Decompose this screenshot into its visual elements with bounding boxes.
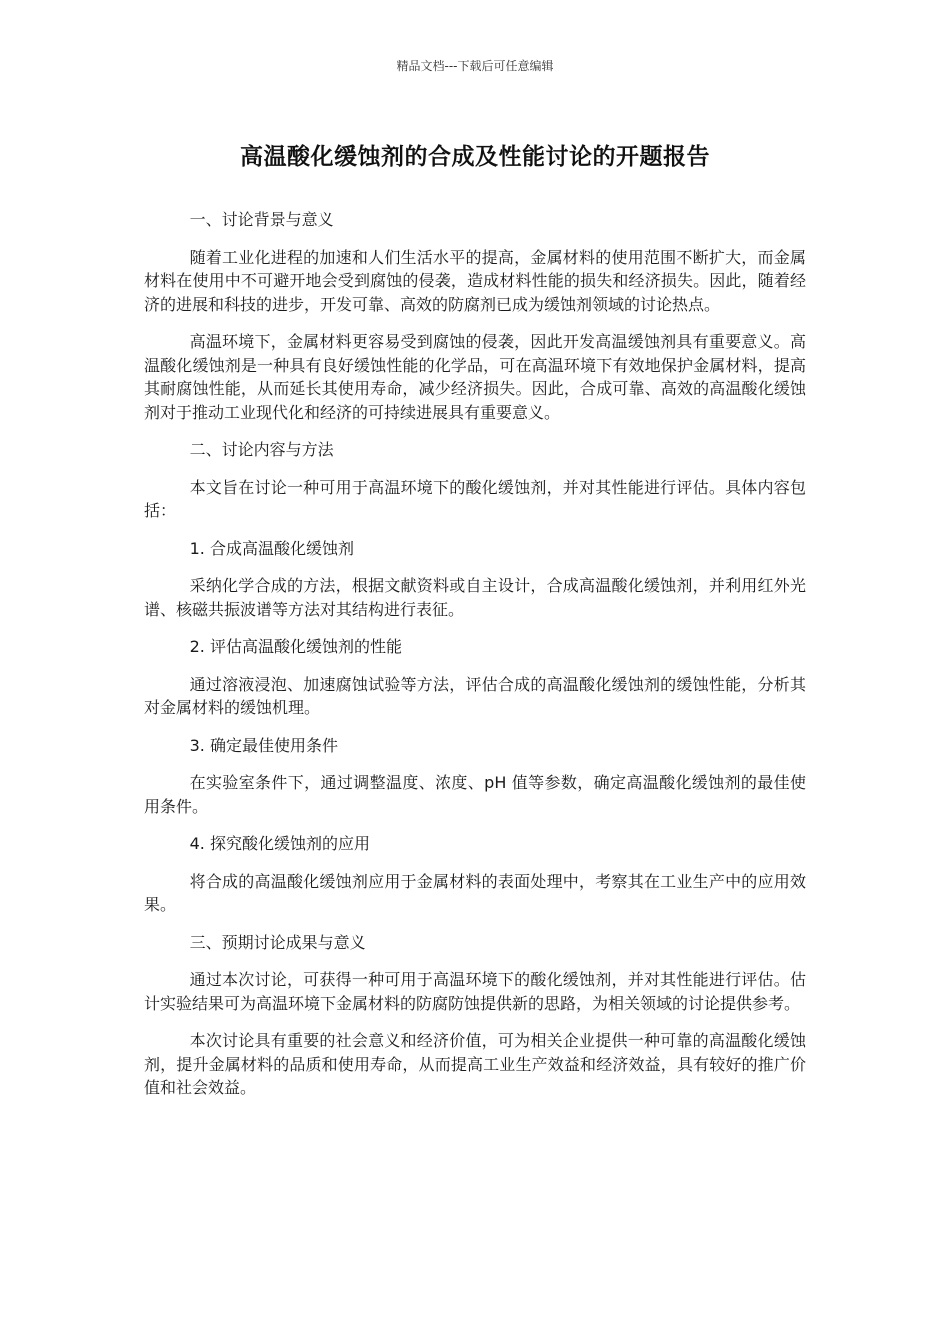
header-note: 精品文档---下载后可任意编辑 — [396, 59, 554, 73]
paragraph: 在实验室条件下，通过调整温度、浓度、pH 值等参数，确定高温酸化缓蚀剂的最佳使用条件。 — [144, 773, 806, 816]
section-heading: 三、预期讨论成果与意义 — [189, 932, 366, 952]
paragraph: 随着工业化进程的加速和人们生活水平的提高，金属材料的使用范围不断扩大，而金属材料在使用中不可避开地会受到腐蚀的侵袭，造成材料性能的损失和经济损失。因此，随着经济的进展和科技的进步，开发可靠、高效的防腐剂已成为缓蚀剂领域的讨论热点。 — [144, 247, 806, 314]
paragraph: 采纳化学合成的方法，根据文献资料或自主设计，合成高温酸化缓蚀剂，并利用红外光谱、核磁共振波谱等方法对其结构进行表征。 — [144, 576, 806, 619]
item-heading: 1. 合成高温酸化缓蚀剂 — [189, 538, 354, 558]
paragraph: 通过本次讨论，可获得一种可用于高温环境下的酸化缓蚀剂，并对其性能进行评估。估计实验结果可为高温环境下金属材料的防腐防蚀提供新的思路，为相关领域的讨论提供参考。 — [144, 970, 806, 1013]
section-heading: 二、讨论内容与方法 — [189, 440, 334, 459]
document-body — [144, 208, 806, 1114]
item-heading: 2. 评估高温酸化缓蚀剂的性能 — [189, 637, 402, 656]
section-heading: 一、讨论背景与意义 — [189, 210, 334, 229]
paragraph: 本次讨论具有重要的社会意义和经济价值，可为相关企业提供一种可靠的高温酸化缓蚀剂，提升金属材料的品质和使用寿命，从而提高工业生产效益和经济效益，具有较好的推广价值和社会效益。 — [144, 1031, 806, 1097]
paragraph: 本文旨在讨论一种可用于高温环境下的酸化缓蚀剂，并对其性能进行评估。具体内容包括： — [144, 477, 806, 520]
paragraph: 通过溶液浸泡、加速腐蚀试验等方法，评估合成的高温酸化缓蚀剂的缓蚀性能，分析其对金属材料的缓蚀机理。 — [144, 674, 806, 717]
item-heading: 3. 确定最佳使用条件 — [189, 735, 338, 755]
item-heading: 4. 探究酸化缓蚀剂的应用 — [189, 834, 370, 853]
paragraph: 高温环境下，金属材料更容易受到腐蚀的侵袭，因此开发高温缓蚀剂具有重要意义。高温酸化缓蚀剂是一种具有良好缓蚀性能的化学品，可在高温环境下有效地保护金属材料，提高其耐腐蚀性能，从而延长其使用寿命，减少经济损失。因此，合成可靠、高效的高温酸化缓蚀剂对于推动工业现代化和经济的可持续进展具有重要意义。 — [144, 332, 806, 422]
paragraph: 将合成的高温酸化缓蚀剂应用于金属材料的表面处理中，考察其在工业生产中的应用效果。 — [144, 871, 806, 914]
document-title: 高温酸化缓蚀剂的合成及性能讨论的开题报告 — [240, 144, 710, 170]
